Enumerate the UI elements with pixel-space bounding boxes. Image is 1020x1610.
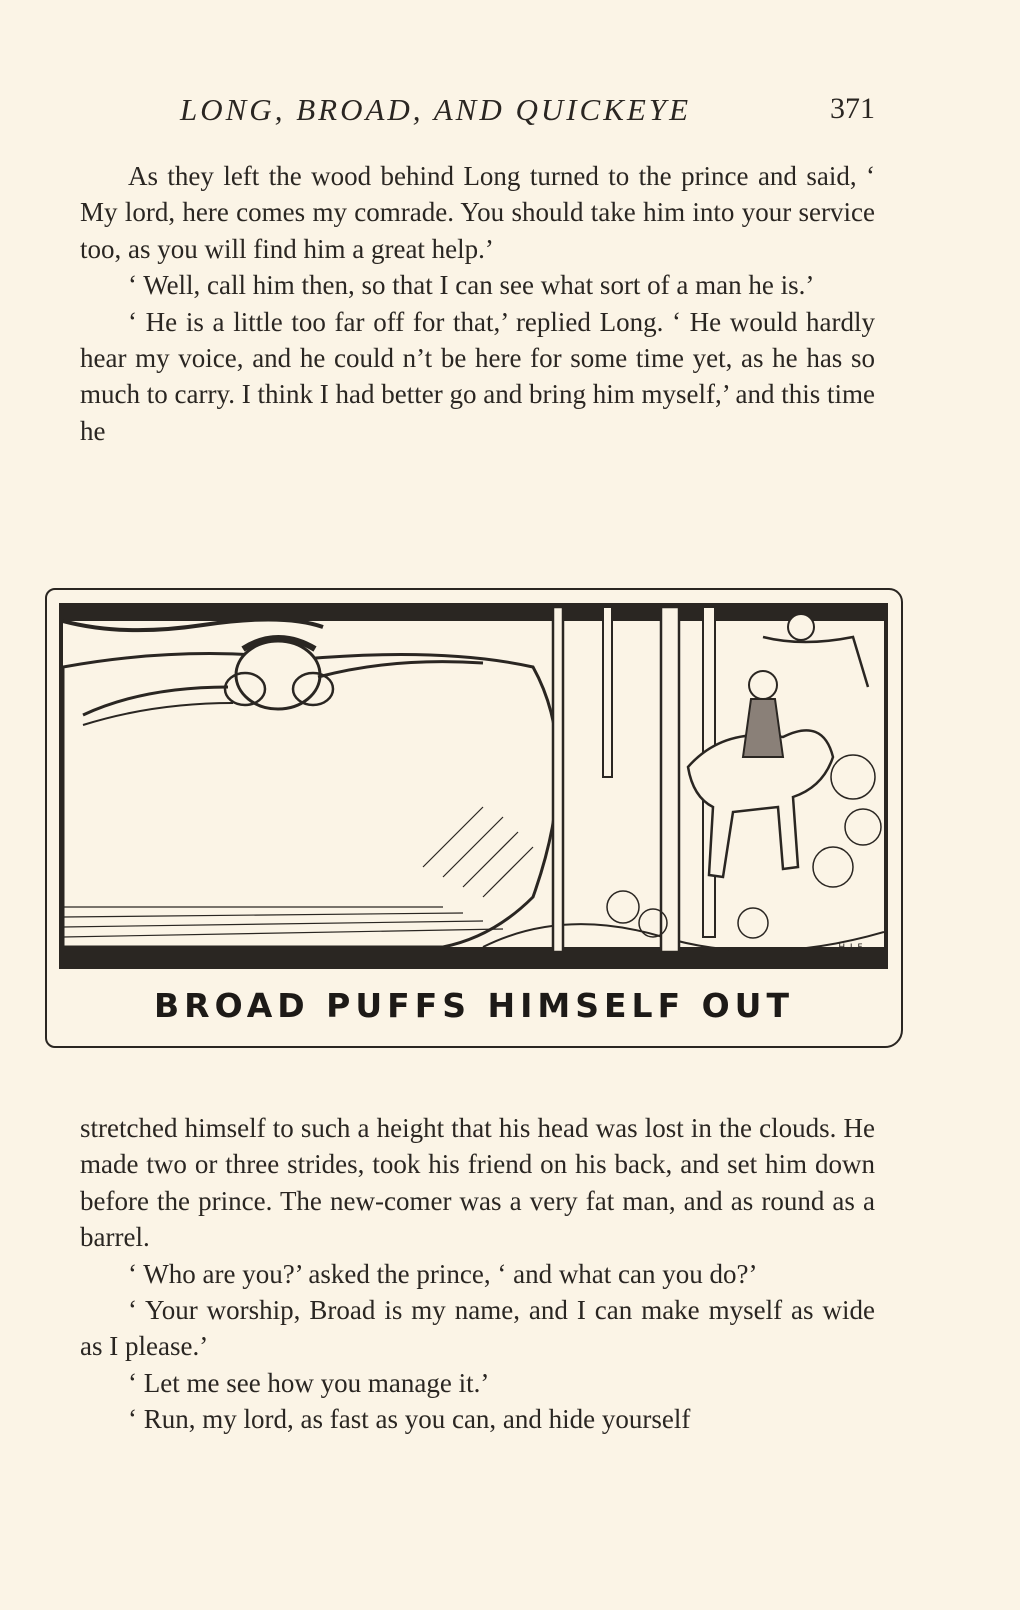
page-number: 371	[830, 92, 875, 125]
illustration-picture	[59, 603, 888, 969]
paragraph: stretched himself to such a height that his head was lost in the clouds. He made two or three strides, took his friend on his back, and set him down before the prince. The new-comer was a very fat man, and as round as a barrel.	[80, 1113, 875, 1253]
artist-signature: H.J.F.	[838, 943, 866, 953]
top-text-block	[80, 158, 875, 449]
paragraph: ‘ Let me see how you manage it.’	[128, 1367, 490, 1398]
illustration	[45, 588, 903, 1048]
chapter-title: LONG, BROAD, AND QUICKEYE	[180, 92, 692, 127]
paragraph: ‘ He is a little too far off for that,’ replied Long. ‘ He would hardly hear my voice, and he could n’t be here for some time yet, as he has so much to carry. I think I had better go and bring him myself,’ and this time he	[80, 306, 875, 446]
paragraph: As they left the wood behind Long turned to the prince and said, ‘ My lord, here comes my comrade. You should take him into your service too, as you will find him a great help.’	[80, 161, 875, 264]
illustration-drawing	[63, 607, 884, 965]
paragraph: ‘ Run, my lord, as fast as you can, and hide yourself	[128, 1404, 691, 1435]
paragraph: ‘ Your worship, Broad is my name, and I can make myself as wide as I please.’	[80, 1295, 875, 1362]
illustration-caption: BROAD PUFFS HIMSELF OUT	[154, 986, 794, 1025]
running-head	[80, 92, 875, 132]
paragraph: ‘ Well, call him then, so that I can see what sort of a man he is.’	[128, 270, 815, 301]
paragraph: ‘ Who are you?’ asked the prince, ‘ and what can you do?’	[128, 1258, 758, 1289]
bottom-text-block	[80, 1110, 875, 1438]
